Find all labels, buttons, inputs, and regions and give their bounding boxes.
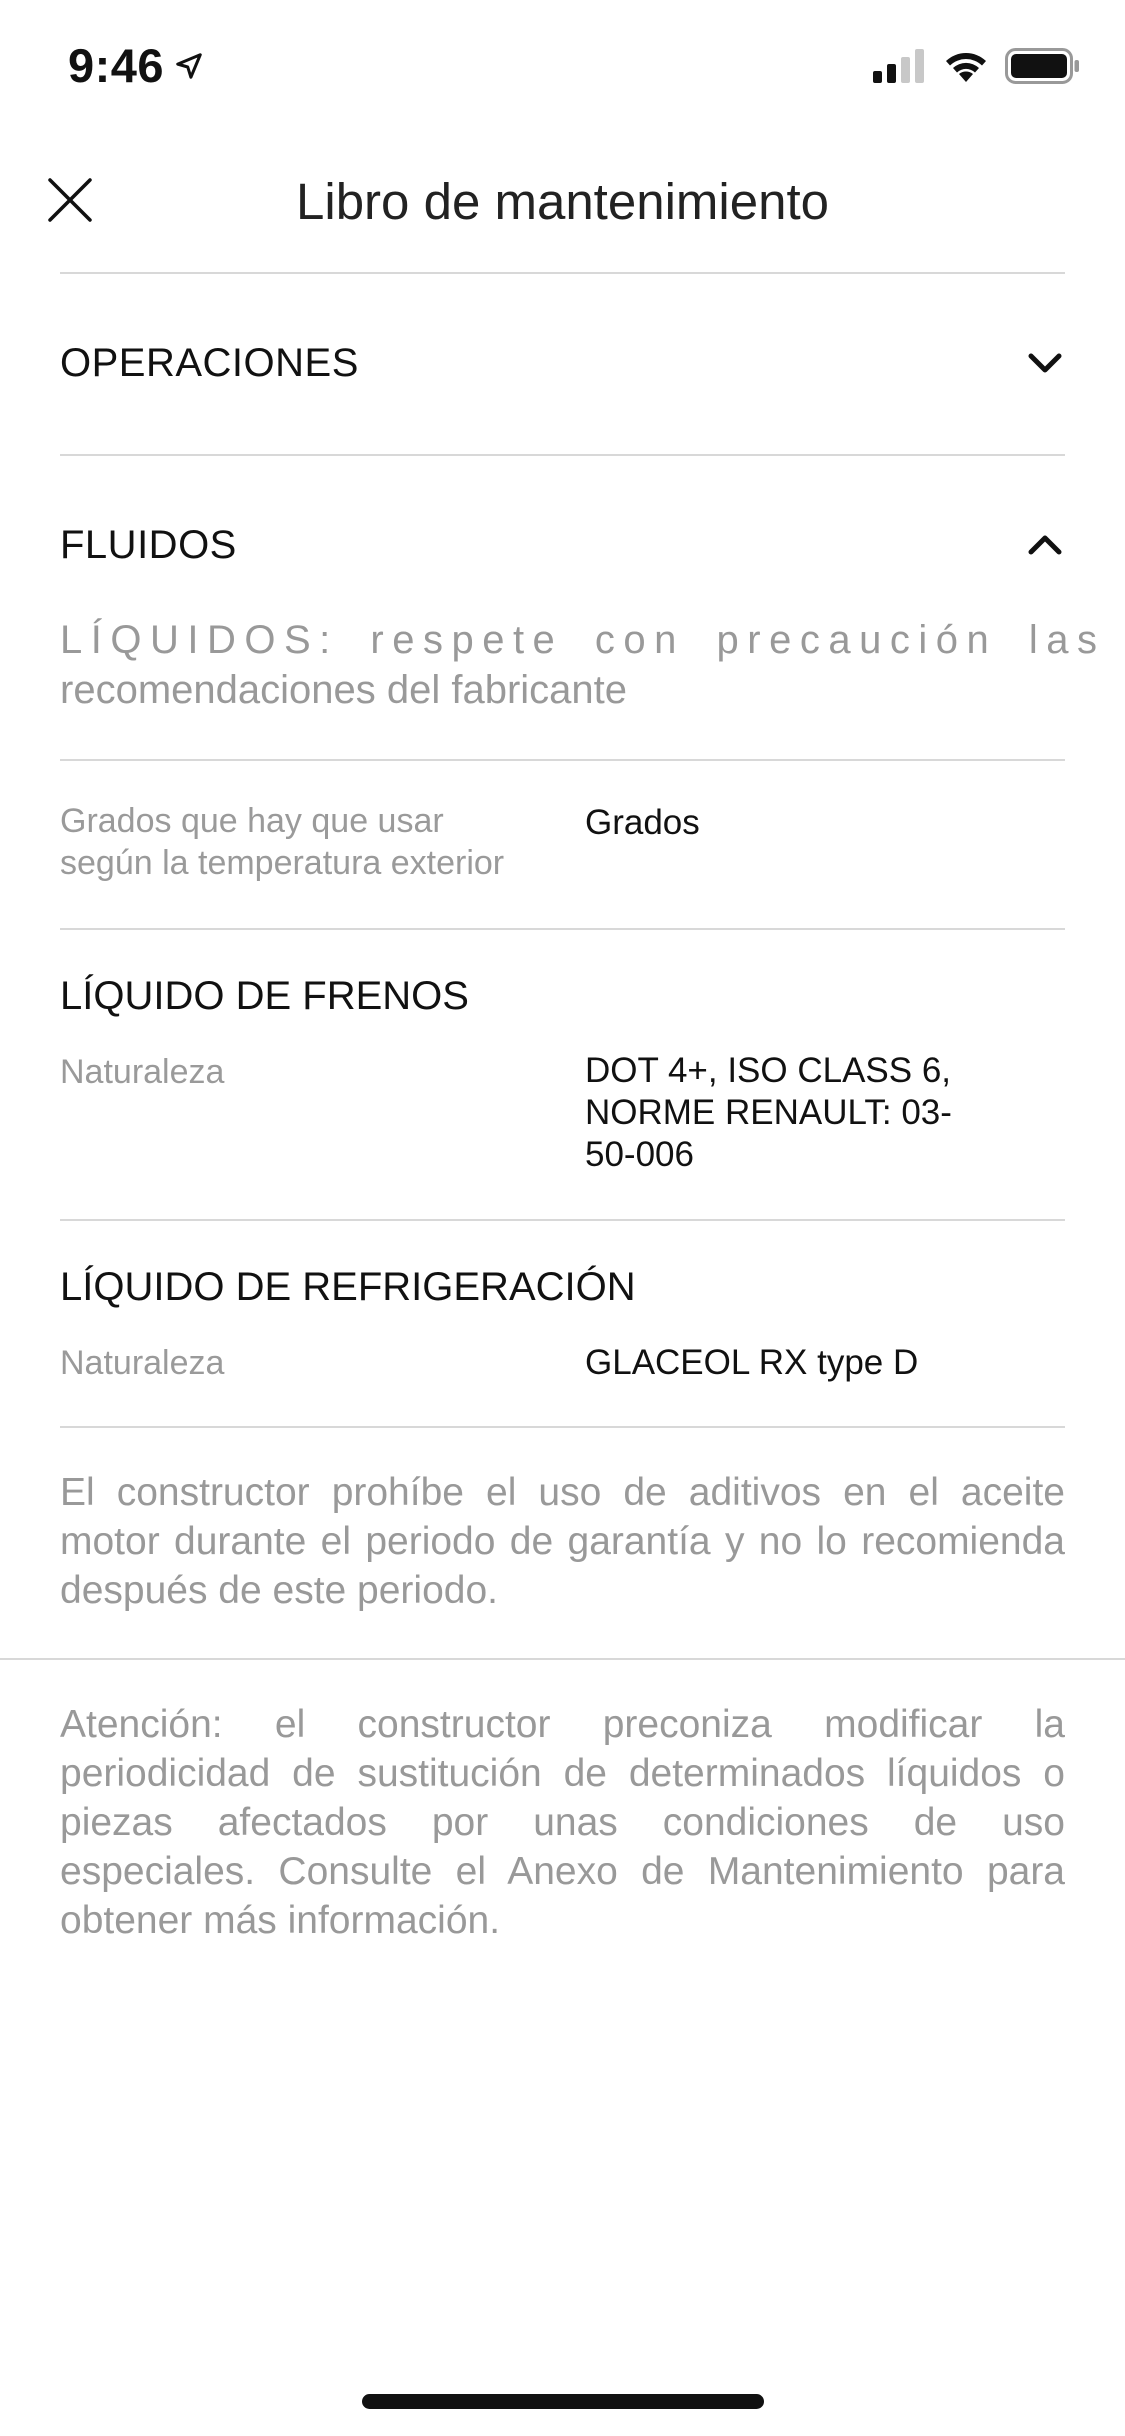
chevron-up-icon bbox=[1025, 525, 1065, 565]
frenos-label: Naturaleza bbox=[60, 1053, 225, 1091]
status-icons bbox=[873, 48, 1081, 84]
grados-label: Grados que hay que usar según la temperatura exterior bbox=[60, 802, 505, 882]
location-arrow-icon bbox=[174, 51, 204, 81]
page-title: Libro de mantenimiento bbox=[296, 173, 829, 230]
cellular-signal-icon bbox=[873, 49, 927, 83]
liquids-warning-line2: recomendaciones del fabricante bbox=[60, 668, 628, 712]
chevron-down-icon bbox=[1025, 343, 1065, 383]
divider bbox=[60, 272, 1065, 274]
header bbox=[0, 132, 1125, 272]
refrigeracion-title: LÍQUIDO DE REFRIGERACIÓN bbox=[60, 1265, 636, 1309]
footer-note: Atención: el constructor preconiza modificar la periodicidad de sustitución de determinados líquidos o piezas afectados por unas condiciones de uso especiales. Consulte el Anexo de Mantenimiento para obtener más información. bbox=[60, 1703, 1065, 1942]
divider bbox=[60, 1426, 1065, 1428]
section-fluidos[interactable] bbox=[60, 500, 1065, 590]
wifi-icon bbox=[943, 49, 989, 83]
battery-icon bbox=[1005, 48, 1081, 84]
divider bbox=[60, 454, 1065, 456]
home-indicator[interactable] bbox=[362, 2394, 764, 2409]
section-fluidos-title: FLUIDOS bbox=[60, 522, 237, 567]
status-time-text: 9:46 bbox=[68, 39, 165, 92]
divider bbox=[0, 1658, 1125, 1660]
frenos-title: LÍQUIDO DE FRENOS bbox=[60, 974, 469, 1018]
aditivos-note: El constructor prohíbe el uso de aditivos en el aceite motor durante el periodo de garantía y no lo recomienda después de este periodo. bbox=[60, 1471, 1065, 1612]
status-time bbox=[68, 38, 204, 93]
status-bar bbox=[0, 0, 1125, 132]
liquids-warning-line1: LÍQUIDOS: respete con precaución las bbox=[60, 618, 1106, 662]
refrigeracion-label: Naturaleza bbox=[60, 1344, 225, 1382]
divider bbox=[60, 1219, 1065, 1221]
divider bbox=[60, 759, 1065, 761]
section-operaciones[interactable] bbox=[60, 318, 1065, 408]
liquids-warning bbox=[60, 615, 1106, 715]
frenos-value: DOT 4+, ISO CLASS 6, NORME RENAULT: 03-50-006 bbox=[585, 1051, 952, 1174]
grados-value: Grados bbox=[585, 803, 700, 842]
section-operaciones-title: OPERACIONES bbox=[60, 340, 359, 385]
divider bbox=[60, 928, 1065, 930]
refrigeracion-value: GLACEOL RX type D bbox=[585, 1343, 919, 1382]
